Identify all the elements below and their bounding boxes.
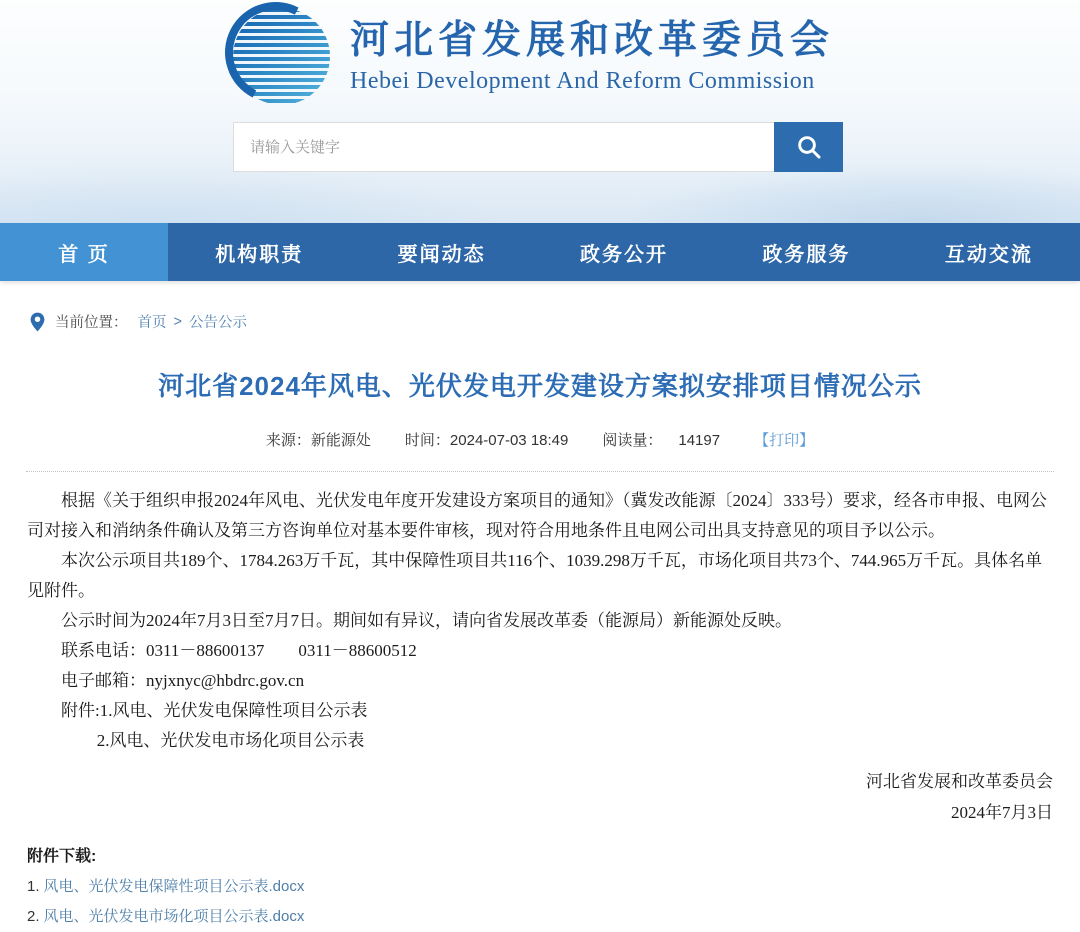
meta-views [602,429,720,450]
nav-item-gov-services[interactable]: 政务服务 [762,243,851,266]
breadcrumb-home-link[interactable]: 首页 [137,315,167,331]
meta-time-value: 2024-07-03 18:49 [449,432,569,449]
article-title: 河北省2024年风电、光伏发电开发建设方案拟安排项目情况公示 [158,371,922,401]
main-nav [0,223,1080,281]
nav-item-duties[interactable]: 机构职责 [215,243,304,266]
meta-source-value: 新能源处 [310,432,371,449]
nav-item-news[interactable]: 要闻动态 [397,243,486,266]
meta-source-label: 来源： [265,432,311,449]
breadcrumb [30,311,1080,332]
contact-phone: 联系电话：0311－88600137 0311－88600512 [61,641,417,660]
site-header [0,0,1080,223]
meta-time [405,429,568,450]
search-icon [795,133,823,161]
meta-views-label: 阅读量： [602,432,663,449]
print-button[interactable]: 【打印】 [754,432,815,449]
download-item [27,872,1080,902]
download-link-guaranteed-projects[interactable]: 风电、光伏发电保障性项目公示表.docx [43,878,305,895]
download-item-number: 1. [27,878,40,895]
download-item [27,902,1080,932]
breadcrumb-separator: > [173,313,182,330]
downloads-label: 附件下载: [27,848,97,865]
article-paragraph: 本次公示项目共189个、1784.263万千瓦，其中保障性项目共116个、1039.298万千瓦，市场化项目共73个、744.965万千瓦。具体名单见附件。 [27,551,1043,600]
search-input[interactable] [233,122,774,172]
site-brand [0,0,1080,105]
article-signature [0,766,1053,828]
search-bar [233,122,843,172]
breadcrumb-current-link[interactable]: 公告公示 [188,315,247,331]
article-paragraph: 根据《关于组织申报2024年风电、光伏发电年度开发建设方案项目的通知》（冀发改能源〔2024〕333号）要求，经各市申报、电网公司对接入和消纳条件确认及第三方咨询单位对基本要件审核，现对符合用地条件且电网公司出具支持意见的项目予以公示。 [27,491,1047,540]
dotted-divider [26,471,1054,472]
attachment-line-2: 2.风电、光伏发电市场化项目公示表 [96,731,365,750]
attachment-line-1: 附件:1.风电、光伏发电保障性项目公示表 [61,701,368,720]
contact-email: 电子邮箱：nyjxnyc@hbdrc.gov.cn [61,671,305,690]
globe-logo-icon [233,8,330,105]
breadcrumb-label: 当前位置： [55,315,128,331]
location-pin-icon [30,312,45,332]
article-paragraph: 公示时间为2024年7月3日至7月7日。期间如有异议，请向省发展改革委（能源局）新能源处反映。 [61,611,792,630]
article-meta [0,429,1080,450]
nav-item-interaction[interactable]: 互动交流 [944,243,1033,266]
article-body [27,486,1053,756]
site-subtitle: Hebei Development And Reform Commission [350,67,815,94]
downloads-section [27,842,1080,932]
search-button[interactable] [774,122,843,172]
signature-org: 河北省发展和改革委员会 [866,772,1053,791]
nav-item-gov-disclosure[interactable]: 政务公开 [580,243,669,266]
brand-text [350,18,834,96]
meta-source [266,429,371,450]
meta-views-value: 14197 [678,432,721,449]
site-title: 河北省发展和改革委员会 [350,18,835,62]
page-content [0,311,1080,932]
nav-item-home[interactable]: 首 页 [0,223,168,281]
meta-time-label: 时间： [404,432,450,449]
signature-date: 2024年7月3日 [951,803,1053,822]
download-link-market-projects[interactable]: 风电、光伏发电市场化项目公示表.docx [43,908,305,925]
download-item-number: 2. [27,908,40,925]
